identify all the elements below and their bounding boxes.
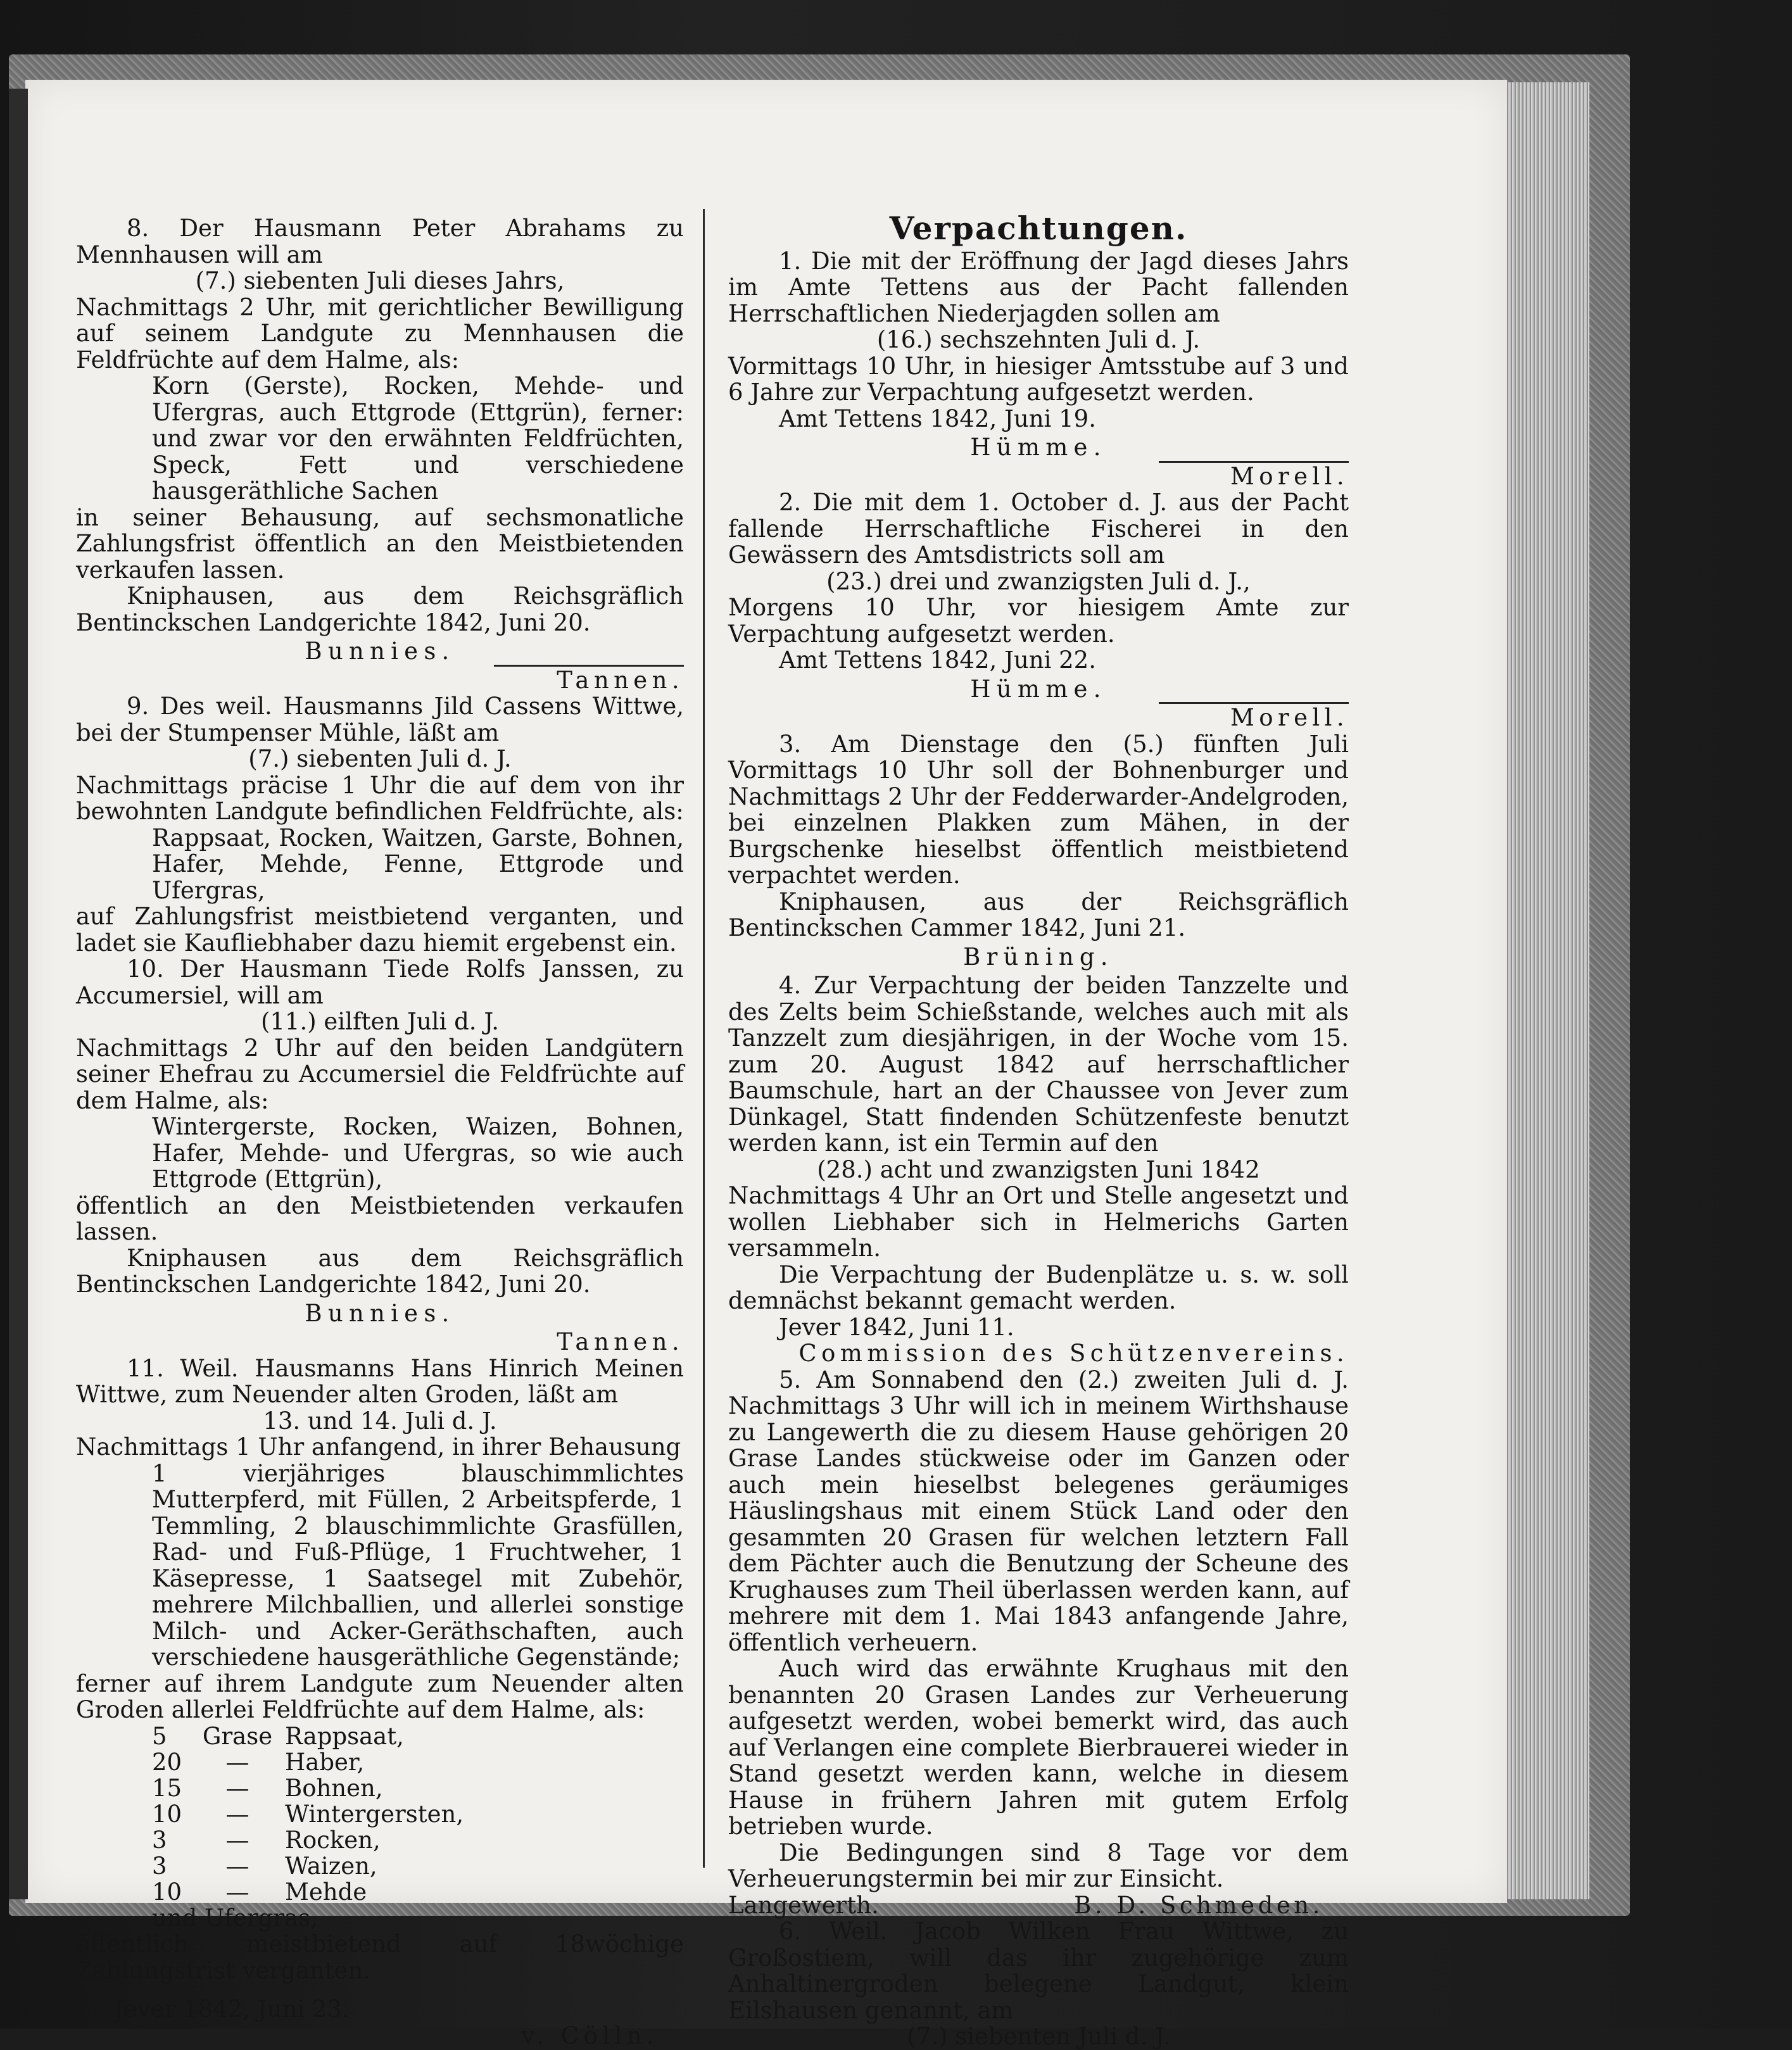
- lease-1: [728, 248, 1349, 490]
- notice-11-tail: öffentlich meistbietend auf 18wöchige Zahlungsfrist verganten.: [76, 1930, 684, 1984]
- lease-1-head: 1. Die mit der Eröffnung der Jagd dieses Jahrs im Amte Tettens aus der Pacht fallenden Herrschaftlichen Niederjagden sollen am: [728, 247, 1349, 327]
- notice-10-tail: öffentlich an den Meistbietenden verkaufen lassen.: [76, 1192, 684, 1245]
- notice-10-date: (11.) eilften Juli d. J.: [260, 1008, 500, 1035]
- lease-5-signature: B. D. Schmeden.: [1074, 1891, 1323, 1919]
- notice-10: [76, 956, 684, 1355]
- left-column: [76, 215, 684, 2049]
- notice-11-body-2: ferner auf ihrem Landgute zum Neuender alten Groden allerlei Feldfrüchte auf dem Halme, als:: [76, 1670, 684, 1723]
- crop-row: 15 — Bohnen,: [152, 1774, 383, 1802]
- lease-6: [728, 1918, 1349, 2050]
- lease-3-place: Kniphausen, aus der Reichsgräflich Bentinckschen Cammer 1842, Juni 21.: [728, 888, 1349, 941]
- lease-1-date: (16.) sechszehnten Juli d. J.: [876, 326, 1201, 353]
- lease-2-signature-2: Morell.: [728, 705, 1349, 731]
- notice-10-signature-1: Bunnies.: [305, 1299, 455, 1327]
- lease-4-place: Jever 1842, Juni 11.: [779, 1313, 1014, 1341]
- lease-2-head: 2. Die mit dem 1. October d. J. aus der Pacht fallende Herrschaftliche Fischerei in den Gewässern des Amtsdistricts soll am: [728, 489, 1349, 569]
- crop-row: 10 — Wintergersten,: [152, 1800, 464, 1828]
- notice-8-tail: in seiner Behausung, auf sechsmonatliche Zahlungsfrist öffentlich an den Meistbietenden verkaufen lassen.: [76, 503, 684, 584]
- notice-11: [76, 1355, 684, 2049]
- notice-8-body: Nachmittags 2 Uhr, mit gerichtlicher Bewilligung auf seinem Landgute zu Mennhausen die Feldfrüchte auf dem Halme, als:: [76, 293, 684, 374]
- lease-2-date: (23.) drei und zwanzigsten Juli d. J.,: [826, 567, 1251, 595]
- lease-2-body: Morgens 10 Uhr, vor hiesigem Amte zur Verpachtung aufgesetzt werden.: [728, 594, 1349, 648]
- lease-5-note: Die Bedingungen sind 8 Tage vor dem Verheuerungstermin bei mir zur Einsicht.: [728, 1839, 1349, 1892]
- notice-8-date: (7.) siebenten Juli dieses Jahrs,: [195, 267, 565, 294]
- lease-3-body: 3. Am Dienstage den (5.) fünften Juli Vormittags 10 Uhr soll der Bohnenburger und Nachmittags 2 Uhr der Fedderwarder-Andelgroden, bei einzelnen Plakken zum Mähen, in der Burgschenke hieselbst öffentlich meistbietend verpachtet werden.: [728, 730, 1349, 889]
- lease-4-date: (28.) acht und zwanzigsten Juni 1842: [817, 1155, 1260, 1183]
- notice-8-head: 8. Der Hausmann Peter Abrahams zu Mennhausen will am: [76, 215, 684, 268]
- right-column: [728, 210, 1349, 2050]
- notice-11-items: 1 vierjähriges blauschimmlichtes Mutterpferd, mit Füllen, 2 Arbeitspferde, 1 Temmling, 2 blauschimmlichte Grasfüllen, Rad- und Fuß-Pflüge, 1 Fruchtweher, 1 Käsepresse, 1 Saatsegel mit Zubehör, mehrere Milchballien, und allerlei sonstige Milch- und Acker-Geräthschaften, auch verschiedene hausgeräthliche Gegenstände;: [152, 1459, 684, 1671]
- page-edges: [1494, 82, 1589, 1899]
- notice-11-head: 11. Weil. Hausmanns Hans Hinrich Meinen Wittwe, zum Neuender alten Groden, läßt am: [76, 1354, 684, 1408]
- notice-10-body: Nachmittags 2 Uhr auf den beiden Landgütern seiner Ehefrau zu Accumersiel die Feldfrüchte auf dem Halme, als:: [76, 1034, 684, 1114]
- notice-11-date: 13. und 14. Juli d. J.: [263, 1407, 497, 1435]
- section-title: Verpachtungen.: [889, 210, 1188, 247]
- lease-4-signature: Commission des Schützenvereins.: [798, 1340, 1349, 1367]
- notice-9-items: Rappsaat, Rocken, Waitzen, Garste, Bohnen, Hafer, Mehde, Fenne, Ettgrode und Ufergras,: [152, 824, 684, 904]
- notice-10-head: 10. Der Hausmann Tiede Rolfs Janssen, zu Accumersiel, will am: [76, 955, 684, 1009]
- lease-4-body-2: Nachmittags 4 Uhr an Ort und Stelle angesetzt und wollen Liebhaber sich in Helmerichs Garten versammeln.: [728, 1182, 1349, 1262]
- lease-2-place: Amt Tettens 1842, Juni 22.: [779, 646, 1096, 674]
- lease-3-signature: Brüning.: [963, 943, 1114, 971]
- lease-5-body: 5. Am Sonnabend den (2.) zweiten Juli d. J. Nachmittags 3 Uhr will ich in meinem Wirthshause zu Langewerth die zu diesem Hause gehörigen 20 Grase Landes stückweise oder im Ganzen oder auch mein hieselbst belegenes geräumiges Häuslingshaus mit einem Stück Land oder den gesammten 20 Grasen für welchen letztern Fall dem Pächter auch die Benutzung der Scheune des Krughauses zum Theil überlassen werden kann, auf mehrere mit dem 1. Mai 1843 anfangende Jahre, öffentlich verheuern.: [728, 1366, 1349, 1656]
- crop-row: 3 — Waizen,: [152, 1852, 377, 1880]
- lease-6-body: 6. Weil. Jacob Wilken Frau Wittwe, zu Großostiem, will das ihr zugehörige zum Anhaltinergroden belegene Landgut, klein Eilshausen genannt, am: [728, 1918, 1349, 2024]
- notice-9: [76, 693, 684, 956]
- notice-8-items: Korn (Gerste), Rocken, Mehde- und Ufergras, auch Ettgrode (Ettgrün), ferner: und zwar vor den erwähnten Feldfrüchten, Speck, Fett und verschiedene hausgeräthliche Sachen: [152, 372, 684, 505]
- notice-10-place: Kniphausen aus dem Reichsgräflich Bentinckschen Landgerichte 1842, Juni 20.: [76, 1244, 684, 1298]
- lease-5-footer: [728, 1892, 1349, 1919]
- notice-9-body: Nachmittags präcise 1 Uhr die auf dem von ihr bewohnten Landgute befindlichen Feldfrüchte, als:: [76, 771, 684, 825]
- lease-5-body-2: Auch wird das erwähnte Krughaus mit den benannten 20 Grasen Landes zur Verheuerung aufgesetzt werden, wobei bemerkt wird, das auch auf Verlangen eine complete Bierbrauerei wieder in Stand gesetzt werden kann, welche in diesem Hause in frühern Jahren mit gutem Erfolg betrieben wurde.: [728, 1655, 1349, 1840]
- lease-4-body: 4. Zur Verpachtung der beiden Tanzzelte und des Zelts beim Schießstande, welches auch mit als Tanzzelt zum diesjährigen, in der Woche vom 15. zum 20. August 1842 auf herrschaftlicher Baumschule, hart an der Chaussee von Jever zum Dünkagel, Statt findenden Schützenfeste benutzt werden kann, ist ein Termin auf den: [728, 972, 1349, 1157]
- lease-4-note: Die Verpachtung der Budenplätze u. s. w. soll demnächst bekannt gemacht werden.: [728, 1261, 1349, 1314]
- lease-1-signature-2: Morell.: [728, 463, 1349, 490]
- notice-8-signature-1: Bunnies.: [305, 638, 455, 665]
- notice-9-tail: auf Zahlungsfrist meistbietend verganten, und ladet sie Kaufliebhaber dazu hiemit ergebenst ein.: [76, 903, 684, 957]
- lease-3: [728, 731, 1349, 971]
- crop-table: [152, 1723, 470, 1905]
- lease-1-body: Vormittags 10 Uhr, in hiesiger Amtsstube auf 3 und 6 Jahre zur Verpachtung aufgesetzt werden.: [728, 352, 1349, 406]
- lease-1-place: Amt Tettens 1842, Juni 19.: [779, 405, 1096, 432]
- crop-row: 5 Grase Rappsaat,: [152, 1722, 404, 1750]
- lease-4: [728, 972, 1349, 1367]
- crop-row: 20 — Haber,: [152, 1748, 365, 1776]
- notice-11-crops-tail: und Ufergras,: [152, 1904, 318, 1932]
- crop-row: 10 — Mehde: [152, 1878, 367, 1906]
- crop-row: 3 — Rocken,: [152, 1826, 381, 1854]
- lease-2-signature-1: Hümme.: [970, 675, 1107, 703]
- notice-11-signature: v. Cölln.: [521, 2022, 659, 2049]
- notice-8: [76, 215, 684, 693]
- notice-9-date: (7.) siebenten Juli d. J.: [248, 745, 512, 772]
- lease-1-signature-1: Hümme.: [970, 434, 1107, 461]
- lease-5: [728, 1367, 1349, 1919]
- notice-11-body: Nachmittags 1 Uhr anfangend, in ihrer Behausung: [76, 1433, 681, 1461]
- lease-5-place: Langewerth.: [728, 1891, 879, 1919]
- book-spine: [9, 89, 28, 1899]
- notice-8-signature-2: Tannen.: [76, 667, 684, 694]
- lease-2: [728, 489, 1349, 731]
- notice-10-items: Wintergerste, Rocken, Waizen, Bohnen, Hafer, Mehde- und Ufergras, so wie auch Ettgrode (Ettgrün),: [152, 1113, 684, 1193]
- lease-6-date: (7.) siebenten Juli d. J.: [907, 2023, 1170, 2050]
- notice-10-signature-2: Tannen.: [557, 1328, 684, 1355]
- notice-8-place: Kniphausen, aus dem Reichsgräflich Bentinckschen Landgerichte 1842, Juni 20.: [76, 582, 684, 636]
- notice-9-head: 9. Des weil. Hausmanns Jild Cassens Wittwe, bei der Stumpenser Mühle, läßt am: [76, 693, 684, 746]
- notice-11-place: Jever 1842, Juni 23.: [114, 1996, 350, 2023]
- column-divider: [703, 209, 705, 1868]
